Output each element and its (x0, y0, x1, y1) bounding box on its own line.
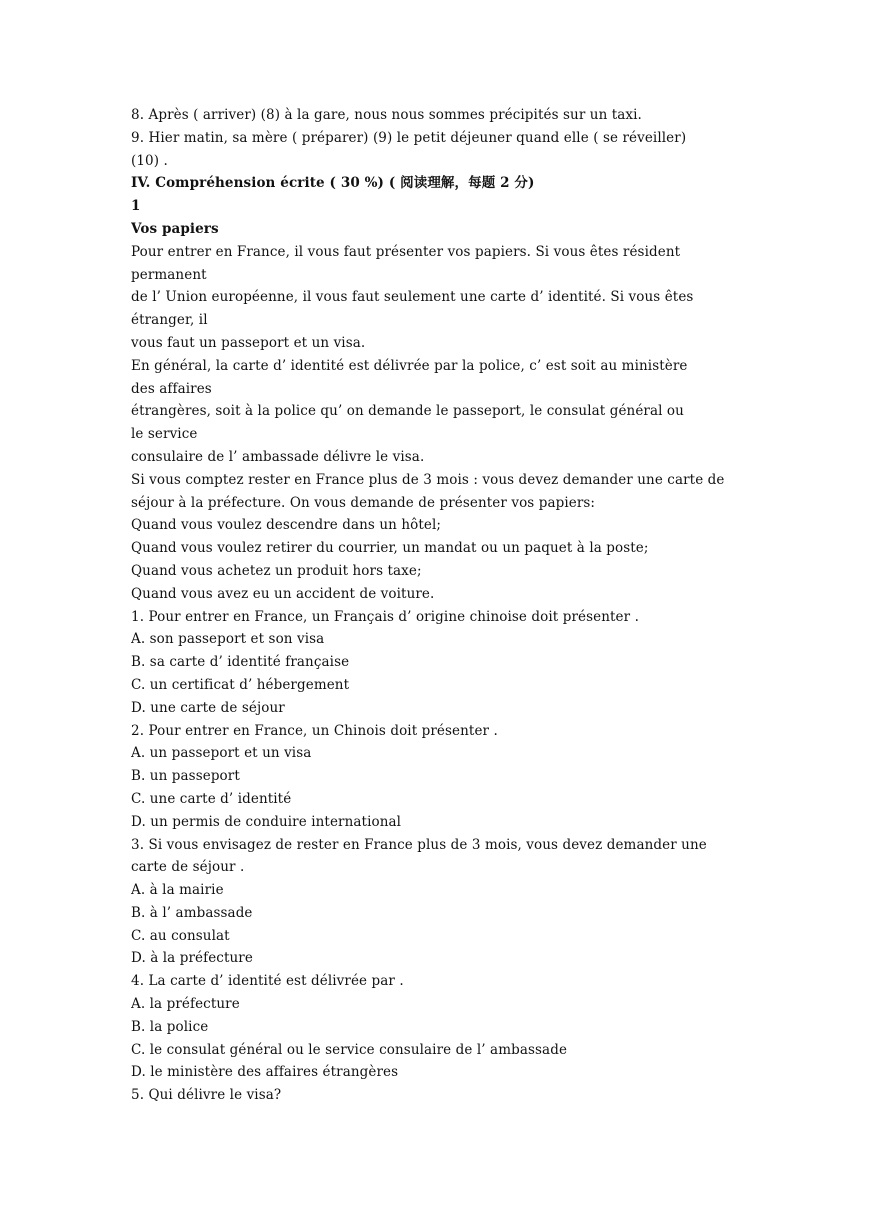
text-line: 5. Qui délivre le visa? (131, 1087, 282, 1104)
text-line: 3. Si vous envisagez de rester en France plus de 3 mois, vous devez demander une (131, 836, 707, 853)
heading-line: 1 (131, 198, 141, 215)
text-line: 8. Après ( arriver) (8) à la gare, nous nous sommes précipités sur un taxi. (131, 107, 642, 123)
text-line: A. à la mairie (131, 882, 224, 899)
heading-line: Vos papiers (131, 220, 219, 237)
text-line: 2. Pour entrer en France, un Chinois doit présenter . (131, 722, 498, 739)
text-line: séjour à la préfecture. On vous demande de présenter vos papiers: (131, 494, 596, 511)
text-line: C. une carte d’ identité (131, 790, 292, 807)
text-line: B. à l’ ambassade (131, 904, 253, 921)
text-line: C. le consulat général ou le service consulaire de l’ ambassade (131, 1041, 568, 1058)
text-line: carte de séjour . (131, 859, 245, 876)
text-line: Quand vous voulez descendre dans un hôtel; (131, 517, 442, 534)
text-line: 4. La carte d’ identité est délivrée par . (131, 973, 404, 990)
document-page (131, 104, 739, 1107)
text-line: B. la police (131, 1018, 209, 1035)
text-line: Quand vous voulez retirer du courrier, un mandat ou un paquet à la poste; (131, 540, 649, 557)
text-line: étrangères, soit à la police qu’ on demande le passeport, le consulat général ou (131, 403, 684, 420)
text-line: Quand vous achetez un produit hors taxe; (131, 562, 422, 579)
text-line: permanent (131, 266, 207, 283)
text-line: Quand vous avez eu un accident de voiture. (131, 585, 435, 602)
text-line: D. à la préfecture (131, 950, 253, 967)
text-line: D. un permis de conduire international (131, 813, 402, 830)
text-line: C. au consulat (131, 927, 230, 944)
text-line: vous faut un passeport et un visa. (131, 334, 366, 351)
text-line: étranger, il (131, 312, 208, 329)
text-line: le service (131, 426, 198, 443)
text-line: A. un passeport et un visa (131, 745, 312, 762)
text-line: A. la préfecture (131, 996, 240, 1013)
text-line: A. son passeport et son visa (131, 631, 325, 648)
text-line: C. un certificat d’ hébergement (131, 676, 350, 693)
text-line: consulaire de l’ ambassade délivre le visa. (131, 448, 425, 465)
text-line: Pour entrer en France, il vous faut présenter vos papiers. Si vous êtes résident (131, 243, 681, 260)
text-line: B. sa carte d’ identité française (131, 654, 350, 671)
heading-line: IV. Compréhension écrite ( 30 %) ( 阅读理解，每题 2 分) (131, 175, 535, 192)
text-line: En général, la carte d’ identité est délivrée par la police, c’ est soit au ministère (131, 357, 688, 374)
text-line: de l’ Union européenne, il vous faut seulement une carte d’ identité. Si vous êtes (131, 289, 694, 306)
text-line: 1. Pour entrer en France, un Français d’ origine chinoise doit présenter . (131, 608, 639, 625)
text-line: B. un passeport (131, 768, 240, 785)
text-line: (10) . (131, 152, 168, 169)
text-line: 9. Hier matin, sa mère ( préparer) (9) le petit déjeuner quand elle ( se réveiller) (131, 129, 687, 146)
text-line: D. une carte de séjour (131, 699, 285, 716)
text-line: Si vous comptez rester en France plus de 3 mois : vous devez demander une carte de (131, 471, 725, 488)
text-line: D. le ministère des affaires étrangères (131, 1064, 399, 1081)
text-line: des affaires (131, 380, 212, 397)
